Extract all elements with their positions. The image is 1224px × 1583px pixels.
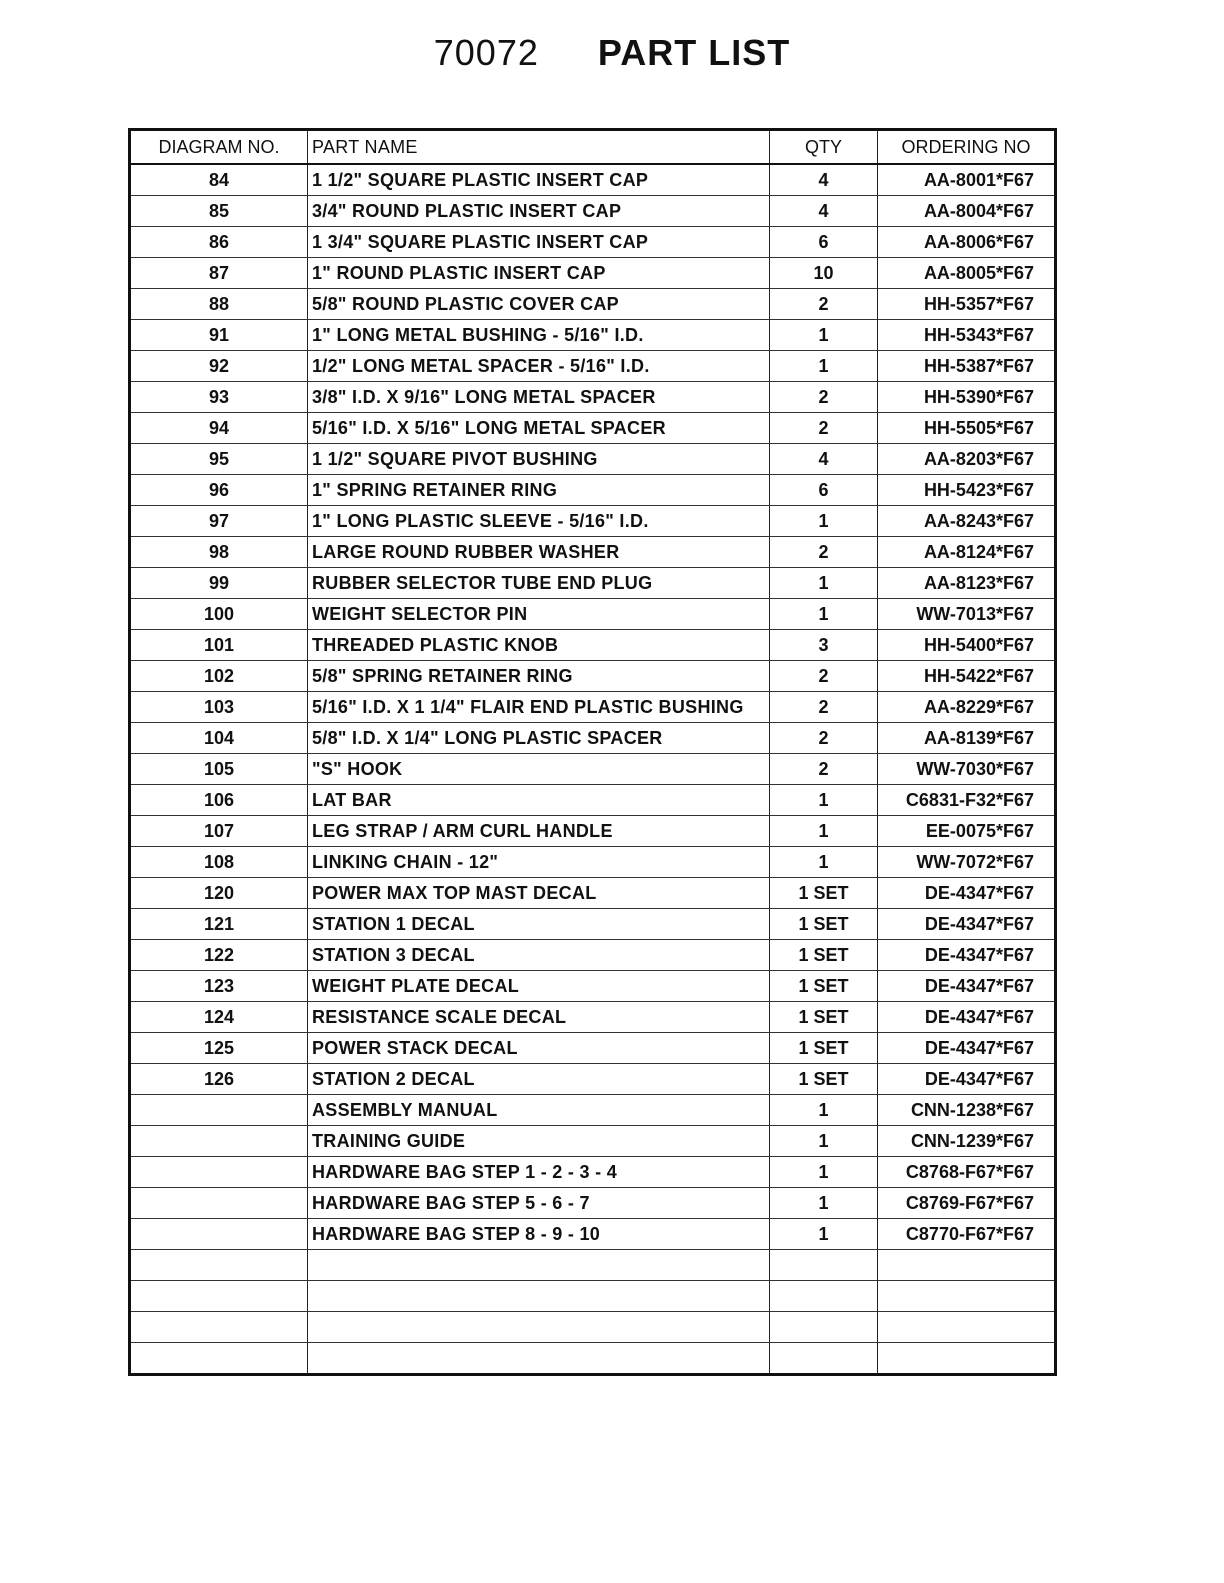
ordering-cell: AA-8124*F67 — [878, 537, 1056, 568]
diagram-cell: 85 — [130, 196, 308, 227]
qty-cell: 1 — [770, 1126, 878, 1157]
ordering-cell: WW-7072*F67 — [878, 847, 1056, 878]
ordering-cell: DE-4347*F67 — [878, 909, 1056, 940]
diagram-cell: 86 — [130, 227, 308, 258]
part-name-cell: STATION 3 DECAL — [308, 940, 770, 971]
ordering-cell: C8769-F67*F67 — [878, 1188, 1056, 1219]
qty-cell: 1 — [770, 816, 878, 847]
qty-cell: 2 — [770, 413, 878, 444]
diagram-cell: 97 — [130, 506, 308, 537]
table-row — [130, 444, 1056, 475]
part-name-cell: WEIGHT SELECTOR PIN — [308, 599, 770, 630]
qty-cell: 10 — [770, 258, 878, 289]
col-header-diagram: DIAGRAM NO. — [130, 130, 308, 165]
ordering-cell: EE-0075*F67 — [878, 816, 1056, 847]
ordering-cell — [878, 1343, 1056, 1375]
table-row — [130, 754, 1056, 785]
table-row — [130, 568, 1056, 599]
qty-cell: 1 — [770, 599, 878, 630]
ordering-cell: HH-5390*F67 — [878, 382, 1056, 413]
diagram-cell: 92 — [130, 351, 308, 382]
diagram-cell: 88 — [130, 289, 308, 320]
diagram-cell: 107 — [130, 816, 308, 847]
table-row — [130, 1033, 1056, 1064]
table-row — [130, 1064, 1056, 1095]
qty-cell: 4 — [770, 444, 878, 475]
ordering-cell: HH-5505*F67 — [878, 413, 1056, 444]
table-row — [130, 1219, 1056, 1250]
diagram-cell — [130, 1188, 308, 1219]
col-header-name: PART NAME — [308, 130, 770, 165]
table-row — [130, 1095, 1056, 1126]
part-name-cell: 1 1/2" SQUARE PIVOT BUSHING — [308, 444, 770, 475]
diagram-cell: 98 — [130, 537, 308, 568]
table-row — [130, 196, 1056, 227]
part-name-cell: RESISTANCE SCALE DECAL — [308, 1002, 770, 1033]
ordering-cell: WW-7030*F67 — [878, 754, 1056, 785]
diagram-cell: 96 — [130, 475, 308, 506]
table-row — [130, 1250, 1056, 1281]
part-name-cell: ASSEMBLY MANUAL — [308, 1095, 770, 1126]
qty-cell: 2 — [770, 754, 878, 785]
table-row — [130, 289, 1056, 320]
qty-cell — [770, 1312, 878, 1343]
part-name-cell: 5/16" I.D. X 5/16" LONG METAL SPACER — [308, 413, 770, 444]
ordering-cell: DE-4347*F67 — [878, 1064, 1056, 1095]
qty-cell: 1 SET — [770, 1033, 878, 1064]
part-name-cell: WEIGHT PLATE DECAL — [308, 971, 770, 1002]
qty-cell: 4 — [770, 164, 878, 196]
diagram-cell: 120 — [130, 878, 308, 909]
table-row — [130, 320, 1056, 351]
ordering-cell: CNN-1239*F67 — [878, 1126, 1056, 1157]
diagram-cell: 104 — [130, 723, 308, 754]
part-name-cell: 1" ROUND PLASTIC INSERT CAP — [308, 258, 770, 289]
ordering-cell: AA-8243*F67 — [878, 506, 1056, 537]
part-name-cell: 3/8" I.D. X 9/16" LONG METAL SPACER — [308, 382, 770, 413]
part-name-cell: LARGE ROUND RUBBER WASHER — [308, 537, 770, 568]
diagram-cell: 101 — [130, 630, 308, 661]
diagram-cell: 84 — [130, 164, 308, 196]
table-row — [130, 506, 1056, 537]
ordering-cell: HH-5343*F67 — [878, 320, 1056, 351]
qty-cell: 2 — [770, 289, 878, 320]
qty-cell: 2 — [770, 661, 878, 692]
table-row — [130, 661, 1056, 692]
qty-cell — [770, 1343, 878, 1375]
table-row — [130, 878, 1056, 909]
part-name-cell: 1/2" LONG METAL SPACER - 5/16" I.D. — [308, 351, 770, 382]
table-row — [130, 816, 1056, 847]
ordering-cell: AA-8139*F67 — [878, 723, 1056, 754]
qty-cell: 2 — [770, 537, 878, 568]
ordering-cell: AA-8004*F67 — [878, 196, 1056, 227]
ordering-cell — [878, 1250, 1056, 1281]
part-name-cell: TRAINING GUIDE — [308, 1126, 770, 1157]
qty-cell: 4 — [770, 196, 878, 227]
table-row — [130, 537, 1056, 568]
table-row — [130, 940, 1056, 971]
table-row — [130, 1343, 1056, 1375]
qty-cell: 1 — [770, 320, 878, 351]
qty-cell: 1 — [770, 785, 878, 816]
ordering-cell: HH-5423*F67 — [878, 475, 1056, 506]
diagram-cell: 125 — [130, 1033, 308, 1064]
qty-cell: 2 — [770, 692, 878, 723]
ordering-cell: C8768-F67*F67 — [878, 1157, 1056, 1188]
table-row — [130, 382, 1056, 413]
ordering-cell — [878, 1312, 1056, 1343]
part-name-cell: "S" HOOK — [308, 754, 770, 785]
ordering-cell: CNN-1238*F67 — [878, 1095, 1056, 1126]
diagram-cell: 103 — [130, 692, 308, 723]
ordering-cell: C8770-F67*F67 — [878, 1219, 1056, 1250]
qty-cell: 1 — [770, 1157, 878, 1188]
diagram-cell — [130, 1095, 308, 1126]
diagram-cell — [130, 1219, 308, 1250]
diagram-cell: 122 — [130, 940, 308, 971]
qty-cell: 2 — [770, 723, 878, 754]
ordering-cell: AA-8006*F67 — [878, 227, 1056, 258]
table-row — [130, 909, 1056, 940]
part-name-cell: STATION 2 DECAL — [308, 1064, 770, 1095]
table-row — [130, 630, 1056, 661]
qty-cell: 1 SET — [770, 909, 878, 940]
ordering-cell: HH-5387*F67 — [878, 351, 1056, 382]
table-row — [130, 351, 1056, 382]
diagram-cell: 126 — [130, 1064, 308, 1095]
part-name-cell: 3/4" ROUND PLASTIC INSERT CAP — [308, 196, 770, 227]
diagram-cell: 87 — [130, 258, 308, 289]
qty-cell: 6 — [770, 475, 878, 506]
diagram-cell: 123 — [130, 971, 308, 1002]
ordering-cell: AA-8203*F67 — [878, 444, 1056, 475]
part-name-cell: 1" LONG METAL BUSHING - 5/16" I.D. — [308, 320, 770, 351]
part-name-cell: 5/8" I.D. X 1/4" LONG PLASTIC SPACER — [308, 723, 770, 754]
diagram-cell: 93 — [130, 382, 308, 413]
table-row — [130, 599, 1056, 630]
ordering-cell: DE-4347*F67 — [878, 1002, 1056, 1033]
part-name-cell: HARDWARE BAG STEP 8 - 9 - 10 — [308, 1219, 770, 1250]
part-name-cell — [308, 1312, 770, 1343]
diagram-cell: 102 — [130, 661, 308, 692]
qty-cell: 1 — [770, 568, 878, 599]
part-name-cell: LEG STRAP / ARM CURL HANDLE — [308, 816, 770, 847]
diagram-cell: 121 — [130, 909, 308, 940]
qty-cell: 1 SET — [770, 1002, 878, 1033]
diagram-cell — [130, 1312, 308, 1343]
part-name-cell — [308, 1250, 770, 1281]
part-name-cell — [308, 1343, 770, 1375]
table-row — [130, 692, 1056, 723]
ordering-cell: WW-7013*F67 — [878, 599, 1056, 630]
ordering-cell: DE-4347*F67 — [878, 1033, 1056, 1064]
qty-cell: 1 — [770, 1188, 878, 1219]
table-row — [130, 227, 1056, 258]
diagram-cell — [130, 1126, 308, 1157]
qty-cell: 1 SET — [770, 971, 878, 1002]
diagram-cell — [130, 1250, 308, 1281]
ordering-cell: HH-5400*F67 — [878, 630, 1056, 661]
qty-cell: 2 — [770, 382, 878, 413]
diagram-cell — [130, 1343, 308, 1375]
table-row — [130, 1002, 1056, 1033]
table-row — [130, 475, 1056, 506]
table-row — [130, 1312, 1056, 1343]
ordering-cell: DE-4347*F67 — [878, 940, 1056, 971]
part-name-cell — [308, 1281, 770, 1312]
ordering-cell: AA-8123*F67 — [878, 568, 1056, 599]
diagram-cell — [130, 1281, 308, 1312]
table-row — [130, 785, 1056, 816]
part-name-cell: HARDWARE BAG STEP 1 - 2 - 3 - 4 — [308, 1157, 770, 1188]
part-name-cell: 1 1/2" SQUARE PLASTIC INSERT CAP — [308, 164, 770, 196]
table-row — [130, 1281, 1056, 1312]
table-row — [130, 1126, 1056, 1157]
qty-cell: 1 SET — [770, 878, 878, 909]
part-name-cell: 5/8" ROUND PLASTIC COVER CAP — [308, 289, 770, 320]
diagram-cell: 91 — [130, 320, 308, 351]
table-row — [130, 971, 1056, 1002]
diagram-cell: 95 — [130, 444, 308, 475]
diagram-cell: 94 — [130, 413, 308, 444]
ordering-cell — [878, 1281, 1056, 1312]
part-name-cell: LINKING CHAIN - 12" — [308, 847, 770, 878]
table-row — [130, 1188, 1056, 1219]
ordering-cell: DE-4347*F67 — [878, 971, 1056, 1002]
diagram-cell — [130, 1157, 308, 1188]
part-name-cell: RUBBER SELECTOR TUBE END PLUG — [308, 568, 770, 599]
qty-cell: 6 — [770, 227, 878, 258]
part-name-cell: 1" SPRING RETAINER RING — [308, 475, 770, 506]
ordering-cell: C6831-F32*F67 — [878, 785, 1056, 816]
qty-cell — [770, 1281, 878, 1312]
qty-cell: 1 SET — [770, 940, 878, 971]
col-header-qty: QTY — [770, 130, 878, 165]
table-row — [130, 847, 1056, 878]
ordering-cell: DE-4347*F67 — [878, 878, 1056, 909]
table-row — [130, 1157, 1056, 1188]
table-row — [130, 258, 1056, 289]
part-name-cell: STATION 1 DECAL — [308, 909, 770, 940]
ordering-cell: AA-8229*F67 — [878, 692, 1056, 723]
part-name-cell: 5/16" I.D. X 1 1/4" FLAIR END PLASTIC BUSHING — [308, 692, 770, 723]
diagram-cell: 105 — [130, 754, 308, 785]
qty-cell: 3 — [770, 630, 878, 661]
table-row — [130, 164, 1056, 196]
qty-cell — [770, 1250, 878, 1281]
diagram-cell: 99 — [130, 568, 308, 599]
table-row — [130, 413, 1056, 444]
qty-cell: 1 — [770, 847, 878, 878]
part-name-cell: HARDWARE BAG STEP 5 - 6 - 7 — [308, 1188, 770, 1219]
ordering-cell: HH-5422*F67 — [878, 661, 1056, 692]
part-name-cell: 1" LONG PLASTIC SLEEVE - 5/16" I.D. — [308, 506, 770, 537]
ordering-cell: HH-5357*F67 — [878, 289, 1056, 320]
page-title — [0, 32, 1224, 74]
model-number: 70072 — [433, 32, 539, 73]
diagram-cell: 108 — [130, 847, 308, 878]
qty-cell: 1 — [770, 1219, 878, 1250]
qty-cell: 1 — [770, 1095, 878, 1126]
col-header-ordering: ORDERING NO — [878, 130, 1056, 165]
ordering-cell: AA-8001*F67 — [878, 164, 1056, 196]
title-text: PART LIST — [597, 32, 791, 73]
part-name-cell: LAT BAR — [308, 785, 770, 816]
qty-cell: 1 — [770, 351, 878, 382]
parts-table — [128, 128, 1057, 1376]
diagram-cell: 106 — [130, 785, 308, 816]
part-name-cell: THREADED PLASTIC KNOB — [308, 630, 770, 661]
part-name-cell: 5/8" SPRING RETAINER RING — [308, 661, 770, 692]
diagram-cell: 124 — [130, 1002, 308, 1033]
table-row — [130, 723, 1056, 754]
qty-cell: 1 SET — [770, 1064, 878, 1095]
part-name-cell: 1 3/4" SQUARE PLASTIC INSERT CAP — [308, 227, 770, 258]
part-name-cell: POWER MAX TOP MAST DECAL — [308, 878, 770, 909]
ordering-cell: AA-8005*F67 — [878, 258, 1056, 289]
diagram-cell: 100 — [130, 599, 308, 630]
part-name-cell: POWER STACK DECAL — [308, 1033, 770, 1064]
header-row — [130, 130, 1056, 165]
qty-cell: 1 — [770, 506, 878, 537]
